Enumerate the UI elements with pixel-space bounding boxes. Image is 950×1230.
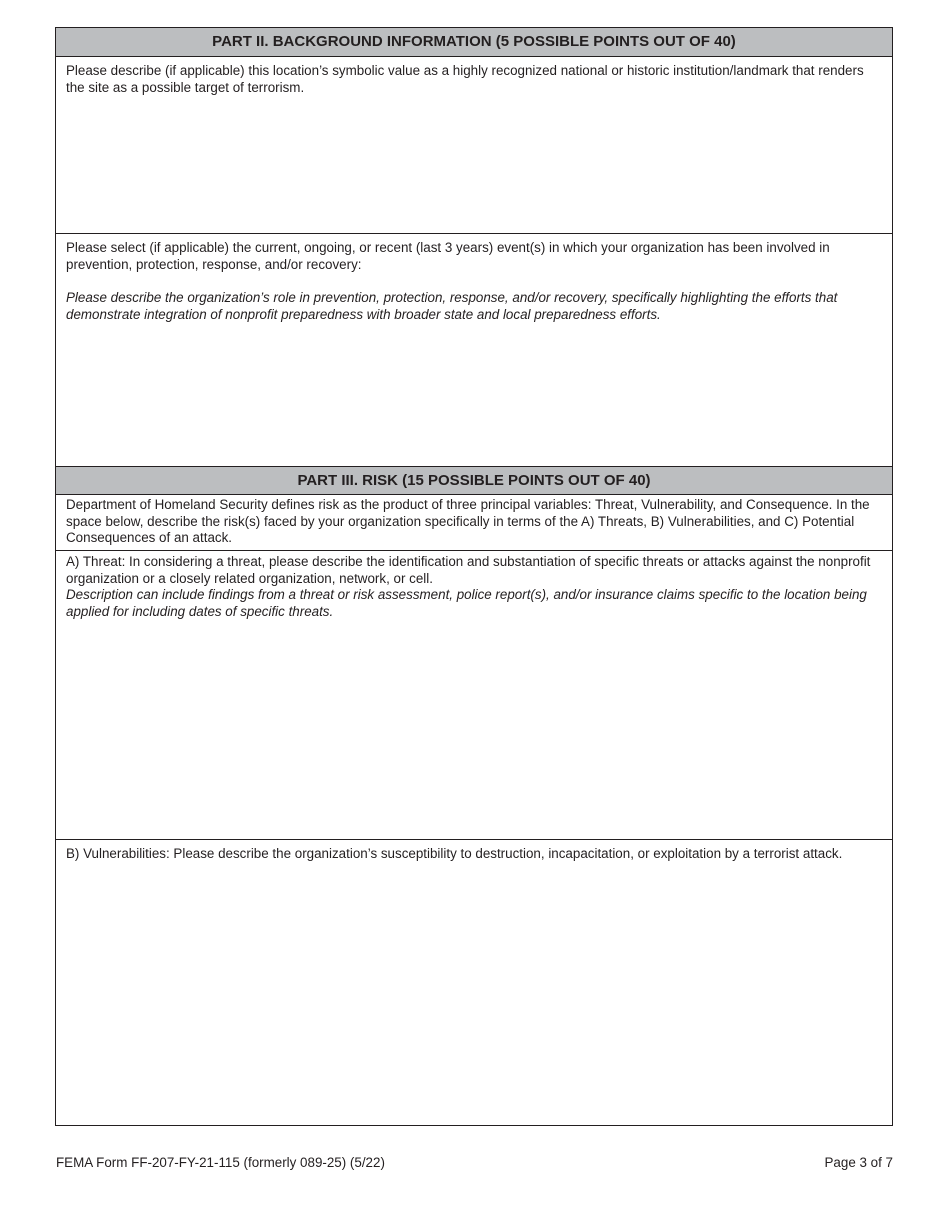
risk-intro: [56, 495, 892, 551]
vulnerabilities-prompt: B) Vulnerabilities: Please describe the organization’s susceptibility to destruction, incapacitation, or exploitation by a terrorist attack.: [66, 846, 843, 861]
threat-prompt: A) Threat: In considering a threat, please describe the identification and substantiation of specific threats or attacks against the nonprofit organization or a closely related organization, network, or cell.: [66, 554, 871, 586]
form-id: FEMA Form FF-207-FY-21-115 (formerly 089-25) (5/22): [56, 1155, 385, 1170]
page-number: Page 3 of 7: [824, 1155, 893, 1170]
symbolic-value-prompt: Please describe (if applicable) this location’s symbolic value as a highly recognized national or historic institution/landmark that renders the site as a possible target of terrorism.: [66, 63, 864, 95]
application-form: [55, 27, 893, 1126]
part3-header-text: PART III. RISK (15 POSSIBLE POINTS OUT OF 40): [297, 472, 651, 489]
threat-note: Description can include findings from a threat or risk assessment, police report(s), and/or insurance claims specific to the location being applied for including dates of specific threats.: [66, 587, 867, 619]
role-prompt: Please describe the organization’s role in prevention, protection, response, and/or recovery, specifically highlighting the efforts that demonstrate integration of nonprofit preparedness with broader state and local preparedness efforts.: [66, 290, 838, 322]
part2-header: [56, 28, 892, 57]
part3-header: [56, 467, 892, 495]
events-prompt: Please select (if applicable) the current, ongoing, or recent (last 3 years) event(s) in which your organization has been involved in prevention, protection, response, and/or recovery:: [66, 240, 830, 272]
vulnerabilities-field[interactable]: [56, 840, 892, 1126]
threat-field[interactable]: [56, 551, 892, 840]
events-role-field[interactable]: [56, 234, 892, 467]
symbolic-value-field[interactable]: [56, 57, 892, 234]
part2-header-text: PART II. BACKGROUND INFORMATION (5 POSSIBLE POINTS OUT OF 40): [212, 33, 736, 50]
risk-intro-text: Department of Homeland Security defines risk as the product of three principal variables: Threat, Vulnerability, and Consequence. In the space below, describe the risk(s) faced by your organization specifically in terms of the A) Threats, B) Vulnerabilities, and C) Potential Consequences of an attack.: [66, 497, 870, 546]
